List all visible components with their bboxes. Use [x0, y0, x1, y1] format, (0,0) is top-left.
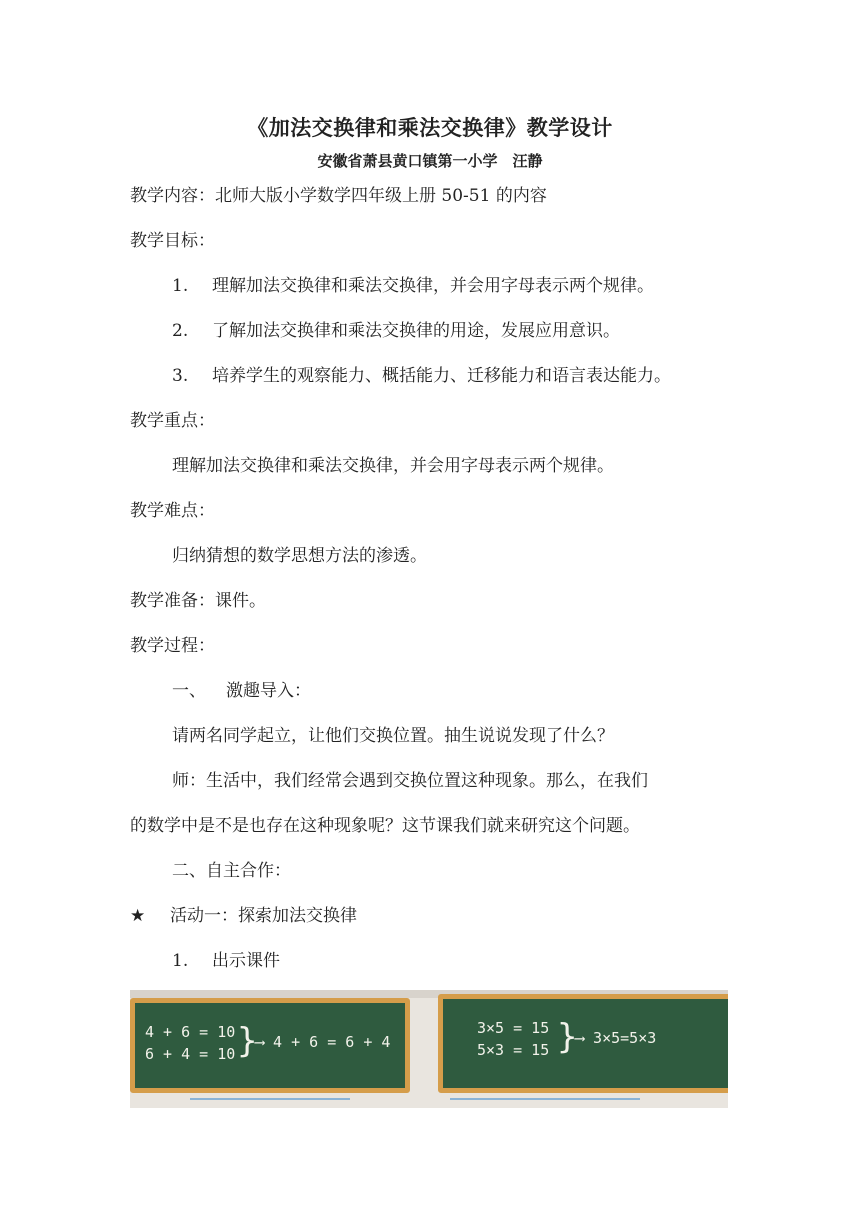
multiplication-blackboard — [438, 994, 728, 1093]
board-result: ⟶ 3×5=5×3 — [575, 1029, 657, 1047]
goal-number: 1. — [172, 276, 189, 296]
star-icon: ★ — [130, 906, 146, 926]
goals-heading: 教学目标： — [130, 231, 215, 251]
blackboard-photo — [130, 990, 728, 1108]
brace-icon: } — [557, 1017, 578, 1057]
goal-item — [172, 364, 671, 388]
paragraph: 师：生活中，我们经常会遇到交换位置这种现象。那么，在我们 — [172, 771, 648, 791]
goal-item — [172, 319, 620, 343]
equation: 3×5 = 15 — [477, 1019, 550, 1037]
key-heading: 教学重点： — [130, 411, 215, 431]
prep-line: 教学准备：课件。 — [130, 591, 266, 611]
equation: 5×3 = 15 — [477, 1041, 550, 1059]
activity-line — [130, 904, 357, 928]
goal-number: 3. — [172, 366, 189, 386]
content-line: 教学内容：北师大版小学数学四年级上册 50-51 的内容 — [130, 186, 547, 206]
goal-text: 培养学生的观察能力、概括能力、迁移能力和语言表达能力。 — [212, 366, 671, 386]
difficulty-text: 归纳猜想的数学思想方法的渗透。 — [172, 546, 427, 566]
brace-icon: } — [237, 1021, 258, 1061]
difficulty-heading: 教学难点： — [130, 501, 215, 521]
section-title: 激趣导入： — [226, 681, 311, 701]
paragraph: 请两名同学起立，让他们交换位置。抽生说说发现了什么？ — [172, 726, 614, 746]
book-line-decoration — [450, 1098, 640, 1100]
process-heading: 教学过程： — [130, 636, 215, 656]
board-result: ⟶ 4 + 6 = 6 + 4 — [255, 1033, 391, 1051]
book-line-decoration — [190, 1098, 350, 1100]
step-line — [172, 949, 280, 973]
activity-title: 活动一：探索加法交换律 — [170, 906, 357, 926]
section-number: 一、 — [172, 681, 206, 701]
key-text: 理解加法交换律和乘法交换律，并会用字母表示两个规律。 — [172, 456, 614, 476]
goal-number: 2. — [172, 321, 189, 341]
goal-item — [172, 274, 654, 298]
board-equations — [145, 1021, 235, 1065]
equation: 6 + 4 = 10 — [145, 1045, 236, 1063]
step-text: 出示课件 — [212, 951, 280, 971]
addition-blackboard — [130, 998, 410, 1093]
goal-text: 理解加法交换律和乘法交换律，并会用字母表示两个规律。 — [212, 276, 654, 296]
section-heading — [172, 679, 311, 703]
document-title: 《加法交换律和乘法交换律》教学设计 — [247, 116, 613, 140]
equation: 4 + 6 = 10 — [145, 1023, 236, 1041]
author-line: 安徽省萧县黄口镇第一小学 汪静 — [317, 152, 543, 170]
paragraph: 的数学中是不是也存在这种现象呢？这节课我们就来研究这个问题。 — [130, 816, 640, 836]
goal-text: 了解加法交换律和乘法交换律的用途，发展应用意识。 — [212, 321, 620, 341]
section-heading: 二、自主合作： — [172, 861, 291, 881]
board-equations — [477, 1017, 549, 1061]
step-number: 1. — [172, 951, 189, 971]
